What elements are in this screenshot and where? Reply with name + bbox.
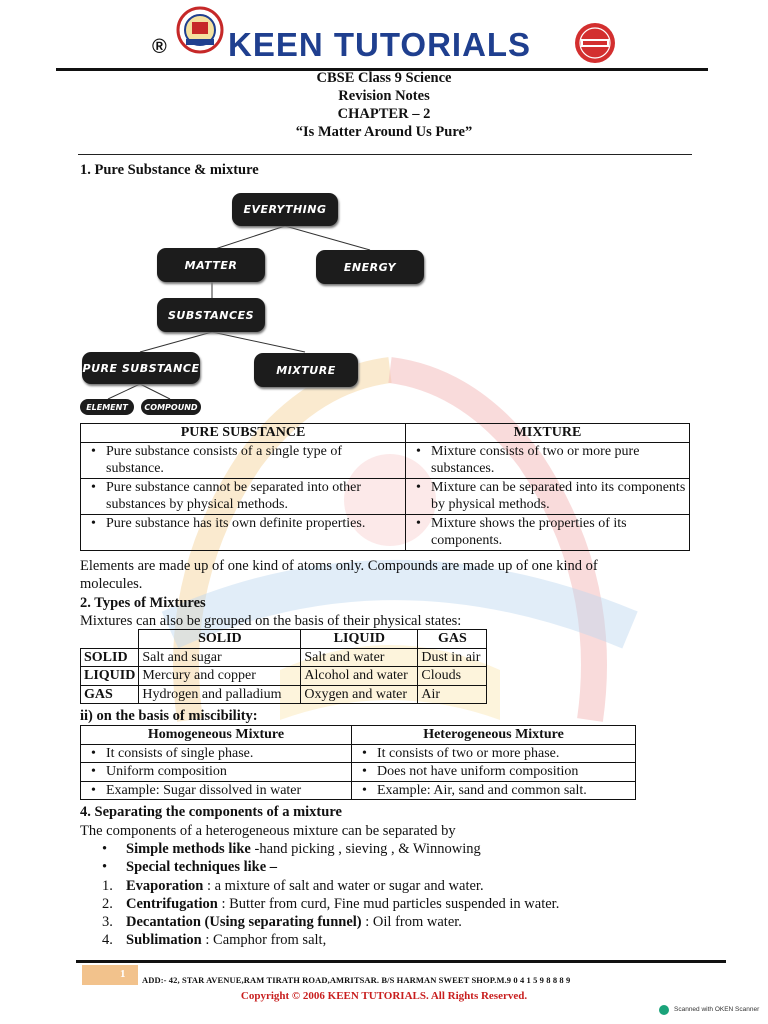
page-number-box (82, 965, 138, 985)
states-table (80, 629, 487, 704)
row-label: GAS (81, 685, 139, 704)
table-cell: Oxygen and water (301, 685, 418, 704)
col-header-mixture: MIXTURE (406, 424, 690, 443)
table-cell: • Pure substance cannot be separated into other substances by physical methods. (84, 479, 402, 514)
pure-vs-mixture-table (80, 423, 690, 551)
scanner-icon (659, 1005, 669, 1015)
section2-heading: 2. Types of Mixtures (80, 595, 206, 611)
chapter-title: CHAPTER – 2 (337, 106, 431, 122)
scanner-label: Scanned with OKEN Scanner (674, 1006, 760, 1013)
node-pure-substance: PURE SUBSTANCE (82, 352, 200, 384)
brand-name: KEEN TUTORIALS (228, 26, 532, 63)
miscibility-heading: ii) on the basis of miscibility: (80, 708, 258, 724)
section4-intro: The components of a heterogeneous mixture can be separated by (80, 823, 456, 839)
table-cell: • Does not have uniform composition (355, 763, 632, 781)
list-item: Special techniques like – (126, 859, 278, 875)
table-cell: Salt and water (301, 648, 418, 667)
node-energy: ENERGY (316, 250, 424, 284)
list-item: Evaporation : a mixture of salt and water or sugar and water. (126, 878, 484, 894)
table-row (81, 744, 636, 763)
table-cell: • Example: Sugar dissolved in water (84, 782, 348, 800)
table-cell: Salt and sugar (139, 648, 301, 667)
table-cell: Hydrogen and palladium (139, 685, 301, 704)
row-label: LIQUID (81, 667, 139, 686)
table-cell: • It consists of two or more phase. (355, 745, 632, 763)
table-row (81, 648, 487, 667)
col-header-heterogeneous: Heterogeneous Mixture (352, 726, 636, 745)
table-row (81, 685, 487, 704)
col-header-gas: GAS (418, 630, 487, 649)
miscibility-table (80, 725, 636, 800)
table-cell: • Mixture shows the properties of its components. (409, 515, 686, 550)
table-cell: Clouds (418, 667, 487, 686)
class-title: CBSE Class 9 Science (316, 70, 452, 86)
table-cell: Alcohol and water (301, 667, 418, 686)
col-header-liquid: LIQUID (301, 630, 418, 649)
footer-address: ADD:- 42, STAR AVENUE,RAM TIRATH ROAD,AMRITSAR. B/S HARMAN SWEET SHOP.M.9 0 4 1 5 9 8 8 8 9 (142, 975, 571, 985)
table-cell: • Pure substance has its own definite properties. (84, 515, 402, 533)
page-number: 1 (120, 968, 126, 980)
node-compound: COMPOUND (141, 399, 201, 415)
list-item: Centrifugation : Butter from curd, Fine mud particles suspended in water. (126, 896, 560, 912)
table-cell: • Mixture consists of two or more pure substances. (409, 443, 686, 478)
table-cell: • Pure substance consists of a single type of substance. (84, 443, 402, 478)
footer-divider (76, 960, 726, 963)
list-number: 2. (102, 896, 113, 912)
copyright: Copyright © 2006 KEEN TUTORIALS. All Rights Reserved. (240, 990, 528, 1002)
notes-title: Revision Notes (338, 88, 430, 104)
section2-intro: Mixtures can also be grouped on the basis of their physical states: (80, 613, 462, 629)
table-cell: Dust in air (418, 648, 487, 667)
table-row (81, 442, 690, 478)
table-cell: • It consists of single phase. (84, 745, 348, 763)
registered-mark: ® (152, 36, 167, 58)
node-element: ELEMENT (80, 399, 134, 415)
list-item: Decantation (Using separating funnel) : Oil from water. (126, 914, 462, 930)
row-label: SOLID (81, 648, 139, 667)
table-cell: Mercury and copper (139, 667, 301, 686)
section1-heading: 1. Pure Substance & mixture (80, 162, 259, 178)
node-substances: SUBSTANCES (157, 298, 265, 332)
elements-note-line1: Elements are made up of one kind of atoms only. Compounds are made up of one kind of (80, 558, 598, 574)
table-row (81, 781, 636, 800)
bullet-marker: • (102, 841, 108, 857)
node-everything: EVERYTHING (232, 193, 338, 226)
col-header-solid: SOLID (139, 630, 301, 649)
list-number: 1. (102, 878, 113, 894)
section4-heading: 4. Separating the components of a mixture (80, 804, 342, 820)
col-header-pure: PURE SUBSTANCE (81, 424, 406, 443)
col-header-homogeneous: Homogeneous Mixture (81, 726, 352, 745)
list-item: Simple methods like -hand picking , sieving , & Winnowing (126, 841, 481, 857)
list-number: 4. (102, 932, 113, 948)
node-mixture: MIXTURE (254, 353, 358, 387)
table-row (81, 478, 690, 514)
list-item: Sublimation : Camphor from salt, (126, 932, 327, 948)
elements-note-line2: molecules. (80, 576, 143, 592)
bullet-marker: • (102, 859, 108, 875)
list-number: 3. (102, 914, 113, 930)
table-cell: • Example: Air, sand and common salt. (355, 782, 632, 800)
table-row (81, 514, 690, 550)
table-cell: • Uniform composition (84, 763, 348, 781)
table-row (81, 667, 487, 686)
table-cell: Air (418, 685, 487, 704)
table-cell: • Mixture can be separated into its components by physical methods. (409, 479, 686, 514)
table-row (81, 763, 636, 782)
node-matter: MATTER (157, 248, 265, 282)
chapter-name: “Is Matter Around Us Pure” (295, 124, 473, 140)
